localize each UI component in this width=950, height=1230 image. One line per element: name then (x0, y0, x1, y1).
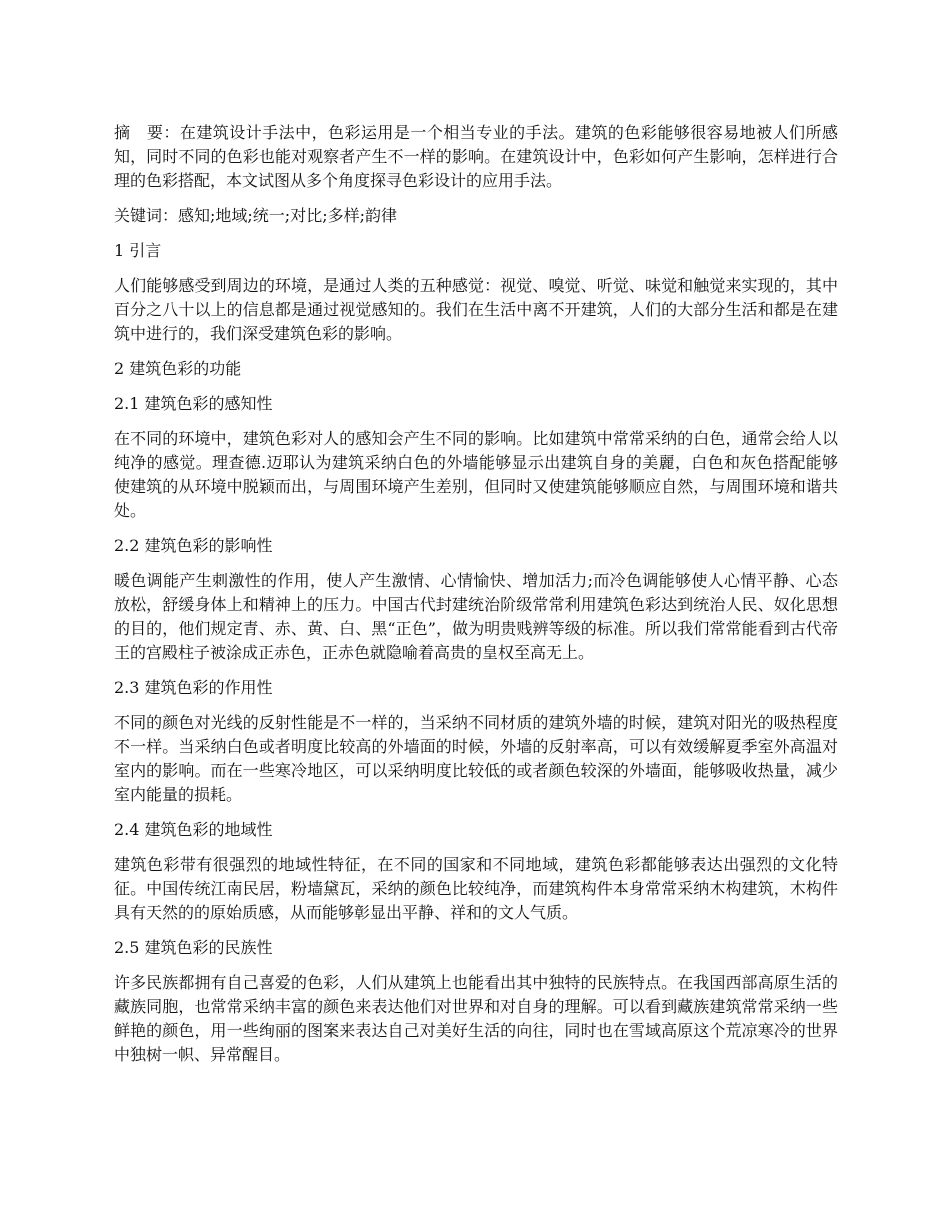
section-heading-perception: 2.1 建筑色彩的感知性 (114, 394, 273, 413)
keywords-label: 关键词： (114, 206, 179, 225)
section-text-introduction: 人们能够感受到周边的环境，是通过人类的五种感觉：视觉、嗅觉、听觉、味觉和触觉来实现的，其中百分之八十以上的信息都是通过视觉感知的。我们在生活中离不开建筑，人们的大部分生活和都是在建筑中进行的，我们深受建筑色彩的影响。 (114, 276, 838, 343)
section-heading-effect: 2.3 建筑色彩的作用性 (114, 678, 273, 697)
keywords-paragraph (114, 204, 838, 228)
section-text-effect: 不同的颜色对光线的反射性能是不一样的，当采纳不同材质的建筑外墙的时候，建筑对阳光的吸热程度不一样。当采纳白色或者明度比较高的外墙面的时候，外墙的反射率高，可以有效缓解夏季室外高温对室内的影响。而在一些寒冷地区，可以采纳明度比较低的或者颜色较深的外墙面，能够吸收热量，减少室内能量的损耗。 (114, 713, 838, 804)
section-heading-influence: 2.2 建筑色彩的影响性 (114, 536, 273, 555)
section-text-perception: 在不同的环境中，建筑色彩对人的感知会产生不同的影响。比如建筑中常常采纳的白色，通常会给人以纯净的感觉。理查德.迈耶认为建筑采纳白色的外墙能够显示出建筑自身的美麗，白色和灰色搭配能够使建筑的从环境中脱颖而出，与周围环境产生差别，但同时又使建筑能够顺应自然，与周围环境和谐共处。 (114, 429, 838, 520)
abstract-text: 在建筑设计手法中，色彩运用是一个相当专业的手法。建筑的色彩能够很容易地被人们所感知，同时不同的色彩也能对观察者产生不一样的影响。在建筑设计中，色彩如何产生影响，怎样进行合理的色彩搭配，本文试图从多个角度探寻色彩设计的应用手法。 (114, 123, 838, 190)
section-heading-introduction: 1 引言 (114, 241, 162, 260)
section-heading-functions: 2 建筑色彩的功能 (114, 359, 242, 378)
section-text-regional: 建筑色彩带有很强烈的地域性特征，在不同的国家和不同地域，建筑色彩都能够表达出强烈的文化特征。中国传统江南民居，粉墙黛瓦，采纳的颜色比较纯净，而建筑构件本身常常采纳木构建筑，木构件具有天然的的原始质感，从而能够彰显出平静、祥和的文人气质。 (114, 855, 838, 922)
section-text-influence: 暖色调能产生刺激性的作用，使人产生激情、心情愉快、增加活力;而冷色调能够使人心情平静、心态放松，舒缓身体上和精神上的压力。中国古代封建统治阶级常常利用建筑色彩达到统治人民、奴化思想的目的，他们规定青、赤、黄、白、黑“正色”，做为明贵贱辨等级的标准。所以我们常常能看到古代帝王的宫殿柱子被涂成正赤色，正赤色就隐喻着高贵的皇权至高无上。 (114, 571, 838, 662)
section-text-ethnic: 许多民族都拥有自己喜爱的色彩，人们从建筑上也能看出其中独特的民族特点。在我国西部高原生活的藏族同胞，也常常采纳丰富的颜色来表达他们对世界和对自身的理解。可以看到藏族建筑常常采纳一些鲜艳的颜色，用一些绚丽的图案来表达自己对美好生活的向往，同时也在雪域高原这个荒凉寒冷的世界中独树一帜、异常醒目。 (114, 973, 838, 1064)
section-heading-regional: 2.4 建筑色彩的地域性 (114, 820, 273, 839)
section-heading-ethnic: 2.5 建筑色彩的民族性 (114, 938, 273, 957)
abstract-paragraph (114, 121, 838, 193)
keywords-text: 感知;地域;统一;对比;多样;韵律 (178, 206, 397, 225)
abstract-label: 摘 要： (114, 123, 180, 142)
document-page (114, 121, 838, 1078)
